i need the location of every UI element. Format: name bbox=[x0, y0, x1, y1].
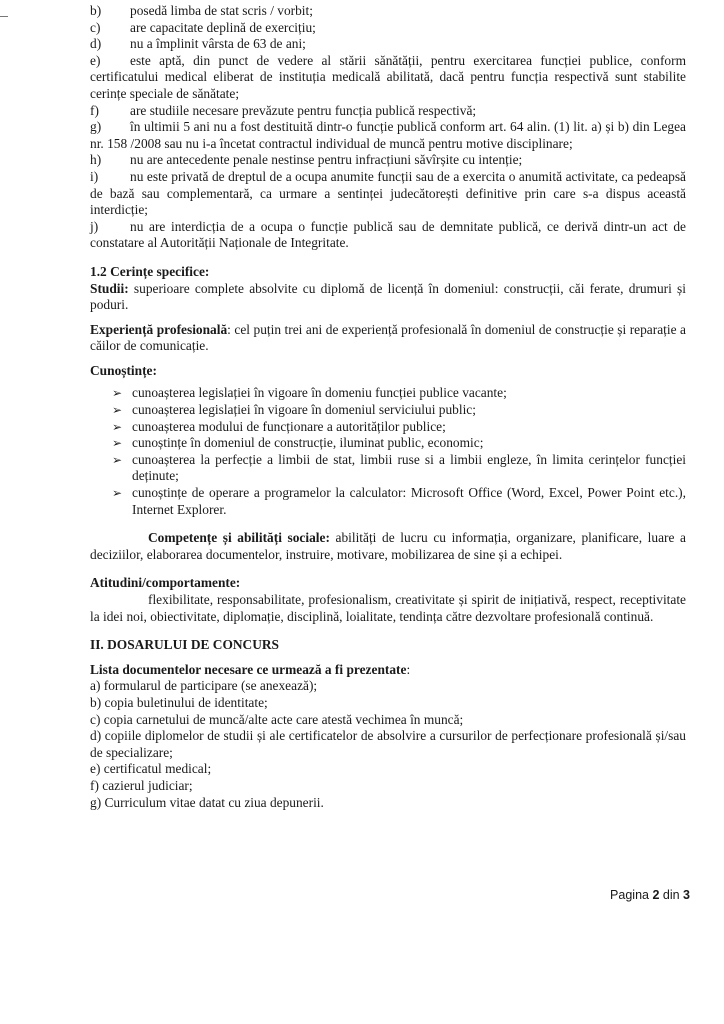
dossier-item: e) certificatul medical; bbox=[90, 761, 212, 777]
knowledge-text: cunoștințe de operare a programelor la calculator: Microsoft Office (Word, Excel, Power Point etc.), Internet Explorer. bbox=[132, 485, 686, 517]
page-middle: din bbox=[659, 888, 684, 902]
condition-item bbox=[90, 219, 686, 252]
condition-text: este aptă, din punct de vedere al stării sănătății, pentru exercitarea funcției publice, conform certificatului medical eliberat de instituția medicală abilitată, dacă pentru funcția respectivă sunt stabilite cerințe speciale de sănătate; bbox=[90, 52, 686, 101]
dossier-item: b) copia buletinului de identitate; bbox=[90, 694, 268, 710]
arrow-bullet-icon: ➢ bbox=[112, 419, 123, 434]
condition-item bbox=[90, 53, 686, 103]
condition-item bbox=[90, 20, 686, 37]
knowledge-text: cunoașterea modului de funcționare a autorităților publice; bbox=[132, 418, 446, 434]
knowledge-item bbox=[112, 385, 686, 402]
dossier-documents-list bbox=[90, 678, 686, 811]
condition-item bbox=[90, 36, 686, 53]
condition-label: h) bbox=[90, 152, 102, 168]
dossier-list-heading-text: Lista documentelor necesare ce urmează a fi prezentate bbox=[90, 661, 407, 677]
condition-item bbox=[90, 103, 686, 120]
studies-text: superioare complete absolvite cu diplomă de licență în domeniul: construcții, căi ferate, drumuri și poduri. bbox=[90, 280, 686, 313]
dossier-item: f) cazierul judiciar; bbox=[90, 777, 193, 793]
edge-scan-mark bbox=[0, 16, 8, 17]
knowledge-item bbox=[112, 435, 686, 452]
attitudes-heading: Atitudini/comportamente: bbox=[90, 575, 241, 591]
knowledge-item bbox=[112, 485, 686, 518]
competence-label: Competențe și abilități sociale: bbox=[148, 530, 330, 546]
page-number-footer bbox=[610, 888, 690, 902]
studies-label: Studii: bbox=[90, 280, 129, 296]
condition-label: d) bbox=[90, 36, 102, 52]
condition-item bbox=[90, 169, 686, 219]
conditions-list bbox=[90, 3, 686, 252]
arrow-bullet-icon: ➢ bbox=[112, 486, 123, 501]
dossier-list-heading-colon: : bbox=[406, 661, 411, 677]
experience-paragraph bbox=[90, 322, 686, 355]
condition-label: e) bbox=[90, 52, 101, 68]
arrow-bullet-icon: ➢ bbox=[112, 386, 123, 401]
dossier-heading: II. DOSARULUI DE CONCURS bbox=[90, 637, 279, 653]
attitudes-text: flexibilitate, responsabilitate, profesionalism, creativitate și spirit de inițiativă, respect, receptivitate la idei noi, obiectivitate, diplomație, disciplină, loialitate, tendința către dezvoltare profesională continuă. bbox=[90, 592, 686, 624]
condition-item bbox=[90, 152, 686, 169]
page-prefix: Pagina bbox=[610, 888, 653, 902]
competence-text: abilități de lucru cu informația, organizare, planificare, luare a deciziilor, elaborarea documentelor, instruire, motivare, mobilizarea de sine și a echipei. bbox=[90, 530, 686, 562]
condition-label: f) bbox=[90, 102, 99, 118]
condition-item bbox=[90, 3, 686, 20]
dossier-item: a) formularul de participare (se anexează); bbox=[90, 678, 318, 694]
knowledge-item bbox=[112, 452, 686, 485]
page-current: 2 bbox=[652, 888, 660, 902]
condition-label: j) bbox=[90, 218, 99, 234]
knowledge-item bbox=[112, 402, 686, 419]
condition-text: în ultimii 5 ani nu a fost destituită dintr-o funcție publică conform art. 64 alin. (1) lit. a) și b) din Legea nr. 158 /2008 sau nu i-a încetat contractul individual de muncă pentru motive disciplinare; bbox=[90, 119, 686, 151]
arrow-bullet-icon: ➢ bbox=[112, 452, 123, 467]
condition-text: nu are interdicția de a ocupa o funcție publică sau de demnitate publică, ce derivă dintr-un act de constatare al Autorității Naționale de Integritate. bbox=[90, 218, 686, 251]
document-body bbox=[90, 3, 686, 811]
knowledge-list bbox=[112, 385, 686, 518]
knowledge-item bbox=[112, 419, 686, 436]
dossier-item: d) copiile diplomelor de studii și ale certificatelor de absolvire a cursurilor de perfecționare profesională și/sau de specializare; bbox=[90, 728, 686, 760]
condition-text: posedă limba de stat scris / vorbit; bbox=[130, 3, 313, 18]
condition-label: i) bbox=[90, 168, 99, 184]
condition-label: b) bbox=[90, 3, 102, 18]
condition-text: nu are antecedente penale nestinse pentru infracțiuni săvîrșite cu intenție; bbox=[130, 152, 523, 168]
condition-text: are capacitate deplină de exercițiu; bbox=[130, 19, 316, 35]
condition-text: are studiile necesare prevăzute pentru funcția publică respectivă; bbox=[130, 102, 477, 118]
condition-text: nu a împlinit vârsta de 63 de ani; bbox=[130, 36, 306, 52]
knowledge-text: cunoașterea legislației în vigoare în domeniul serviciului public; bbox=[132, 402, 476, 418]
knowledge-text: cunoașterea legislației în vigoare în domeniu funcției publice vacante; bbox=[132, 385, 507, 401]
specific-requirements-heading: 1.2 Cerințe specifice: bbox=[90, 263, 210, 279]
arrow-bullet-icon: ➢ bbox=[112, 403, 123, 418]
dossier-item: c) copia carnetului de muncă/alte acte care atestă vechimea în muncă; bbox=[90, 711, 464, 727]
experience-label: Experiență profesională bbox=[90, 321, 228, 337]
condition-label: g) bbox=[90, 119, 102, 135]
condition-label: c) bbox=[90, 19, 101, 35]
arrow-bullet-icon: ➢ bbox=[112, 436, 123, 451]
competence-paragraph bbox=[90, 530, 686, 563]
knowledge-heading: Cunoștințe: bbox=[90, 362, 157, 378]
experience-text: : cel puțin trei ani de experiență profesională în domeniul de construcție și reparație a căilor de comunicație. bbox=[90, 321, 686, 354]
studies-paragraph bbox=[90, 281, 686, 314]
knowledge-text: cunoașterea la perfecție a limbii de stat, limbii ruse si a limbii engleze, în limita cerințelor funcției deținute; bbox=[132, 451, 686, 484]
condition-text: nu este privată de dreptul de a ocupa anumite funcții sau de a exercita o anumită activitate, ca pedeapsă de bază sau complementară, ca urmare a sentinței judecătorești definitive prin care s-a dispus această interdicție; bbox=[90, 168, 686, 218]
knowledge-text: cunoștințe în domeniul de construcție, iluminat public, economic; bbox=[132, 435, 484, 451]
page-total: 3 bbox=[683, 888, 690, 902]
dossier-item: g) Curriculum vitae datat cu ziua depunerii. bbox=[90, 794, 324, 810]
dossier-list-heading bbox=[90, 662, 686, 679]
condition-item bbox=[90, 119, 686, 152]
